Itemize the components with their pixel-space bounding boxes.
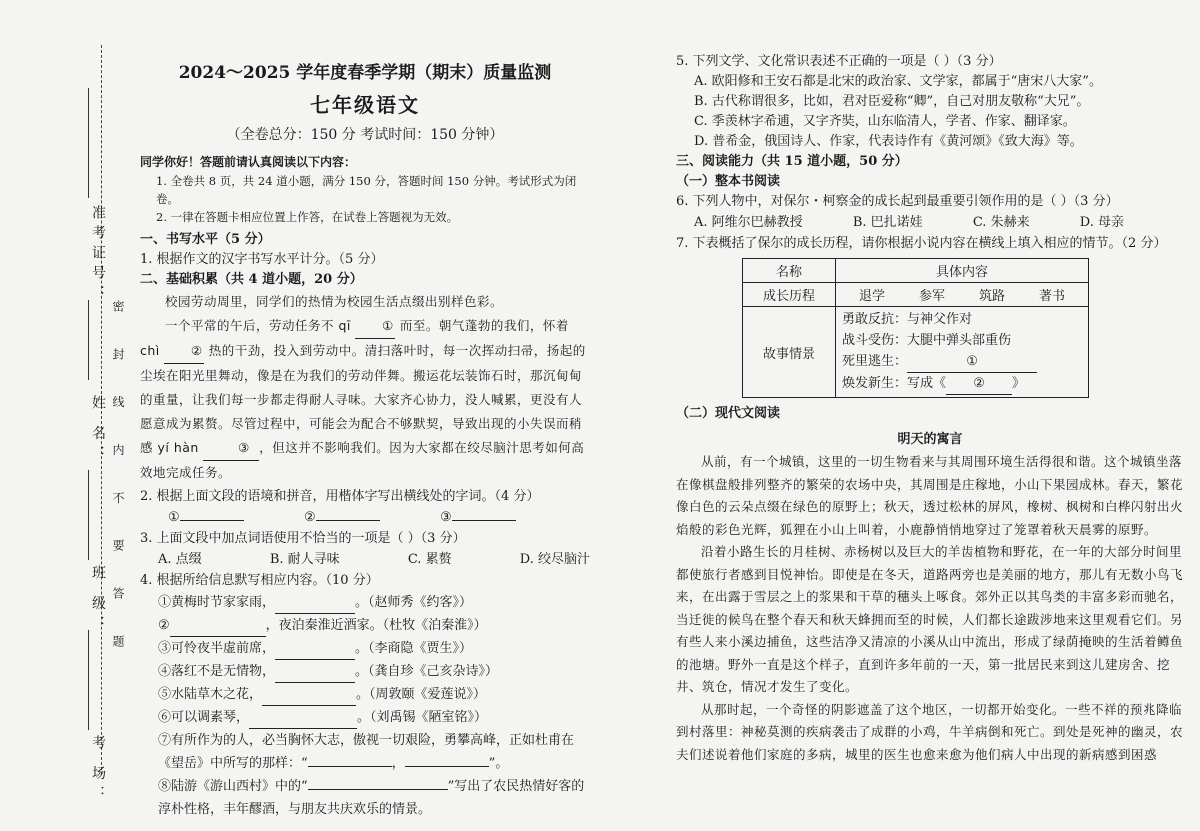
question-2: 2. 根据上面文段的语境和拼音，用楷体字写出横线处的字词。（4 分） [140, 489, 540, 504]
passage-blank-3: ③ [203, 436, 259, 461]
scene-line: 战斗受伤：大腿中弹头部重伤 [842, 333, 1012, 348]
q3-option-d[interactable]: D. 绞尽脑汁 [519, 552, 590, 567]
q6-option-b[interactable]: B. 巴扎诺娃 [852, 215, 923, 230]
q6-option-d[interactable]: D. 母亲 [1079, 215, 1124, 230]
stage-item: 退学 [858, 289, 885, 304]
table-row-label-stages: 成长历程 [743, 283, 836, 307]
stage-item: 著书 [1038, 289, 1065, 304]
q4-blank-6[interactable] [249, 706, 357, 729]
q5-option-b[interactable]: B. 古代称谓很多，比如，君对臣爱称“卿”，自己对朋友敬称“大兄”。 [694, 94, 1090, 109]
q2-blank-1[interactable] [180, 520, 244, 521]
table-blank-2[interactable]: ② [946, 373, 1012, 395]
table-header-name: 名称 [743, 259, 836, 283]
q3-option-a[interactable]: A. 点缀 [158, 552, 202, 567]
q2-blank-2[interactable] [316, 520, 380, 521]
essay-title: 明天的寓言 [897, 432, 963, 447]
subsection-2-heading: （二）现代文阅读 [676, 406, 781, 421]
q2-mark-3: ③ [440, 510, 452, 525]
q4-items [140, 591, 590, 821]
q3-option-b[interactable]: B. 耐人寻味 [269, 552, 340, 567]
section-1-heading: 一、书写水平（5 分） [140, 232, 271, 247]
scene-line: 死里逃生： ① [842, 351, 1082, 373]
q4-item: ⑤水陆草木之花， 。（周敦颐《爱莲说》） [158, 683, 590, 706]
question-4: 4. 根据所给信息默写相应内容。（10 分） [140, 573, 379, 588]
stage-item: 筑路 [978, 289, 1005, 304]
q4-blank-7a[interactable] [308, 766, 392, 767]
q6-options [676, 212, 1184, 234]
q4-blank-2[interactable] [170, 614, 266, 637]
class-label: 班 级： [90, 565, 106, 636]
q2-mark-2: ② [304, 510, 316, 525]
q4-item: ⑥可以调素琴， 。（刘禹锡《陋室铭》） [158, 706, 590, 729]
q6-option-a[interactable]: A. 阿维尔巴赫教授 [694, 215, 803, 230]
seal-warning: 密 封 线 内 不 要 答 题 [111, 300, 125, 663]
name-field[interactable] [88, 300, 90, 380]
question-1: 1. 根据作文的汉字书写水平计分。（5 分） [140, 252, 384, 267]
q4-item: ② ，夜泊秦淮近酒家。（杜牧《泊秦淮》） [158, 614, 590, 637]
notice-heading: 同学你好！答题前请认真阅读以下内容： [140, 155, 357, 169]
notice-item-2: 2. 一律在答题卡相应位置上作答，在试卷上答题视为无效。 [156, 210, 459, 224]
right-column [676, 52, 1184, 766]
exam-no-field[interactable] [88, 88, 90, 198]
q5-option-a[interactable]: A. 欧阳修和王安石都是北宋的政治家、文学家，都属于“唐宋八大家”。 [694, 74, 1102, 89]
q4-blank-3[interactable] [275, 637, 355, 660]
exam-no-label: 准考证号： [90, 205, 106, 305]
q4-blank-8[interactable] [308, 789, 448, 790]
room-field[interactable] [88, 630, 90, 730]
left-column [140, 58, 590, 821]
question-6: 6. 下列人物中，对保尔・柯察金的成长起到最重要引领作用的是（ ）（3 分） [676, 194, 1119, 209]
question-5: 5. 下列文学、文化常识表述不正确的一项是（ ）（3 分） [676, 54, 1002, 69]
q4-item: ④落红不是无情物， 。（龚自珍《己亥杂诗》） [158, 660, 590, 683]
essay-paragraph-1: 从前，有一个城镇，这里的一切生物看来与其周围环境生活得很和谐。这个城镇坐落在像棋盘般排列整齐的繁荣的农场中央，其周围是庄稼地，小山下果园成林。春天，繁花像白色的云朵点缀在绿色的原野上；秋天，透过松林的屏风，橡树、枫树和白桦闪射出火焰般的彩色光辉，狐狸在小山上叫着，小鹿静悄悄地穿过了笼罩着秋天晨雾的原野。 [676, 454, 1184, 537]
q4-blank-1[interactable] [275, 591, 355, 614]
passage-body: 一个平常的午后，劳动任务不 qī ① 而至。朝气蓬勃的我们，怀着 chì ② 热的干劲，投入到劳动中。清扫落叶时，每一次挥动扫帚，扬起的尘埃在阳光里舞动，像是在为我们的劳动伴舞。搬运花坛装饰石时，那沉甸甸的重量，让我们每一步都走得耐人寻味。大家齐心协力，没人喊累，更没有人愿意成为累赘。尽管过程中，可能会为配合不够默契，导致出现的小失误而稍感 yí hàn ③ ，但这并不影响我们。因为大家都在绞尽脑汁思考如何高效地完成任务。 [140, 314, 590, 485]
essay-paragraph-2: 沿着小路生长的月桂树、赤杨树以及巨大的羊齿植物和野花，在一年的大部分时间里都使旅行者感到目悦神怡。即使是在冬天，道路两旁也是美丽的地方，那儿有无数小鸟飞来，在出露于雪层之上的浆果和干草的穗头上啄食。郊外正以其鸟类的丰富多彩而驰名，当迁徙的候鸟在整个春天和秋天蜂拥而至的时候，人们都长途跋涉地来这里观看它们。另有些人来小溪边捕鱼，这些洁净又清凉的小溪从山中流出，形成了绿荫掩映的生活着鳟鱼的池塘。野外一直是这个样子，直到许多年前的一天，第一批居民来到这儿建房舍、挖井、筑仓，情况才发生了变化。 [676, 544, 1184, 694]
table-scenes [836, 307, 1089, 398]
q2-answer-row [140, 507, 590, 529]
passage-blank-2: ② [164, 339, 204, 364]
subsection-1-heading: （一）整本书阅读 [676, 174, 781, 189]
q4-blank-7b[interactable] [405, 766, 489, 767]
q6-option-c[interactable]: C. 朱赫来 [972, 215, 1030, 230]
q5-options [676, 72, 1184, 152]
room-label: 考 场： [90, 735, 106, 806]
exam-subtitle: 七年级语文 [310, 93, 420, 117]
stage-item: 参军 [918, 289, 945, 304]
question-3: 3. 上面文段中加点词语使用不恰当的一项是（ ）（3 分） [140, 531, 466, 546]
q4-item-7: ⑦有所作为的人，必当胸怀大志，傲视一切艰险，勇攀高峰，正如杜甫在《望岳》中所写的那样：“ ， ”。 [158, 733, 575, 771]
notice-item-1: 1. 全卷共 8 页，共 24 道小题，满分 150 分，答题时间 150 分钟。考试形式为闭卷。 [156, 174, 577, 206]
section-2-heading: 二、基础积累（共 4 道小题，20 分） [140, 272, 363, 287]
q2-blank-3[interactable] [452, 520, 516, 521]
passage-intro: 校园劳动周里，同学们的热情为校园生活点缀出别样色彩。 [165, 294, 504, 309]
scene-line: 焕发新生：写成《 ② 》 [842, 373, 1082, 395]
passage-blank-1: ① [355, 314, 395, 339]
q3-option-c[interactable]: C. 累赘 [407, 552, 452, 567]
q5-option-c[interactable]: C. 季羡林字希逋，又字齐奘，山东临清人，学者、作家、翻译家。 [694, 114, 1076, 129]
table-stages [836, 283, 1089, 307]
scene-line: 勇敢反抗：与神父作对 [842, 312, 973, 327]
section-3-heading: 三、阅读能力（共 15 道小题，50 分） [676, 154, 908, 169]
q4-item: ①黄梅时节家家雨， 。（赵师秀《约客》） [158, 591, 590, 614]
exam-title: 2024～2025 学年度春季学期（期末）质量监测 [178, 63, 552, 83]
q4-item: ③可怜夜半虚前席， 。（李商隐《贾生》） [158, 637, 590, 660]
binding-margin [0, 0, 138, 831]
table-header-content: 具体内容 [836, 259, 1089, 283]
name-label: 姓 名： [90, 395, 106, 466]
table-row-label-scenes: 故事情景 [743, 307, 836, 398]
q4-item-8: ⑧陆游《游山西村》中的“ ”写出了农民热情好客的淳朴性格，丰年醪酒，与朋友共庆欢乐的情景。 [158, 779, 585, 817]
essay-paragraph-3: 从那时起，一个奇怪的阴影遮盖了这个地区，一切都开始变化。一些不祥的预兆降临到村落里：神秘莫测的疾病袭击了成群的小鸡，牛羊病倒和死亡。到处是死神的幽灵，农夫们述说着他们家庭的多病，城里的医生也愈来愈为他们病人中出现的新病感到困惑 [676, 701, 1184, 762]
table-blank-1[interactable]: ① [907, 351, 1037, 373]
q4-blank-4[interactable] [275, 660, 355, 683]
q2-mark-1: ① [168, 510, 180, 525]
q4-blank-5[interactable] [262, 683, 356, 706]
q5-option-d[interactable]: D. 普希金，俄国诗人、作家，代表诗作有《黄河颂》《致大海》等。 [694, 134, 1083, 149]
q3-options [140, 549, 590, 571]
exam-info: （全卷总分：150 分 考试时间：150 分钟） [226, 127, 504, 143]
class-field[interactable] [88, 470, 90, 560]
growth-table [742, 258, 1089, 398]
question-7: 7. 下表概括了保尔的成长历程，请你根据小说内容在横线上填入相应的情节。（2 分） [676, 236, 1167, 251]
